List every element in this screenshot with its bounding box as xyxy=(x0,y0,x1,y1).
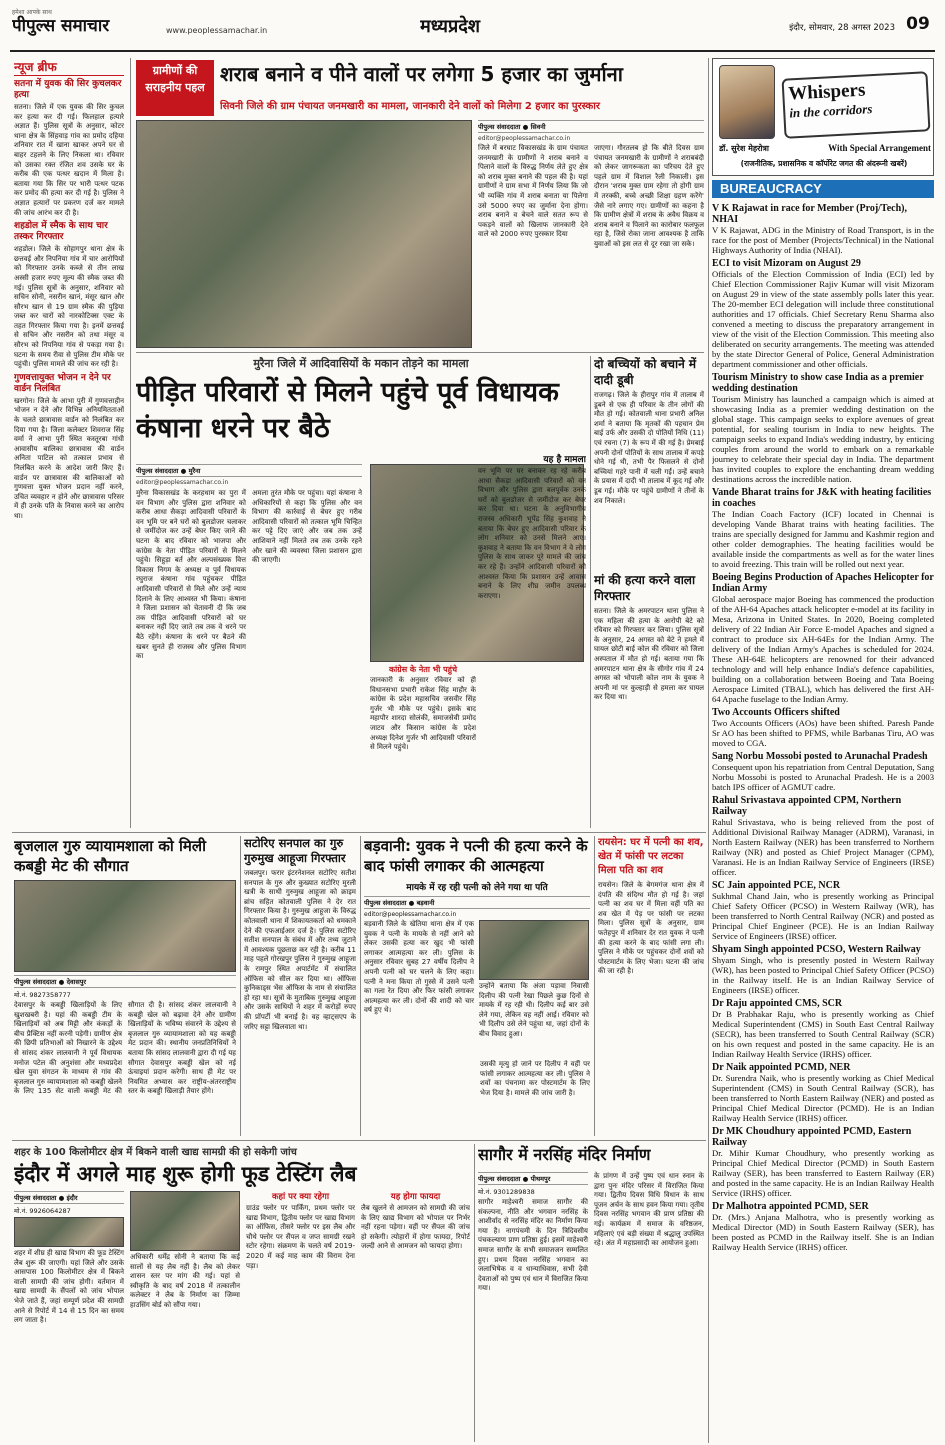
story9-byline: पीपुल्स संवाददाता ● इंदौर xyxy=(14,1191,124,1204)
story2-col1: मुरैना विकासखंड के करहधाम का पुरा में वन विभाग और पुलिस द्वारा शनिवार को करीब आधा सैकड़ा आदिवासी परिवारों के वन भूमि पर बने घरों को बुलडोजर चलाकर से जमींदोज कर उन्हें बेघर किए जाने की घटना के बाद रविवार को भाजपा और कांग्रेस के नेता पीड़ित परिवारों से मिलने पहुंचे। सिहुड़ा बर्त और अल्पसंख्यक वित्त विकास निगम के अध्यक्ष व पूर्व विधायक रघुराज कंषाना गांव पहुंचकर पीड़ित आदिवासी परिवारों से मिले और उन्हें न्याय दिलाने के लिए आश्वस्त भी किया। कंषाना ने जिला प्रशासन को चेतावनी दी कि जब तक पीड़ित आदिवासी परिवारों को घर बनाकर नहीं दिए जाते तब तक वे धरने पर बैठे रहेंगे। कंषाना के धरने पर बैठने की खबर सुनते ही राजस्व और पुलिस विभाग का xyxy=(136,489,246,661)
bureau-item-body: Tourism Ministry has launched a campaign which is aimed at showcasing India as a premier wedding destination on the global stage. This campaign seeks to explore avenues of great potential, for sealing tourism in India to new heights. The campaign seeks to expand India's wedding industry, by enticing couples from around the world to embark on a remarkable journey to celebrate their special day in India. The department has invited couples to explore the enchanting dream wedding destinations across the incredible nation. xyxy=(712,394,934,484)
brief-title: गुणवत्तायुक्त भोजन न देने पर वार्डन निलंबित xyxy=(14,372,111,394)
story9-col3: ग्राउंड फ्लोर पर पार्किंग, प्रथम फ्लोर पर खाद्य विभाग, द्वितीय फ्लोर पर खाद्य विभाग का ऑफिस, तीसरे फ्लोर पर इस लैब और चौथे फ्लोर पर सैंपल व जप्त सामग्री रखने स्टोर रहेगा। संक्रमण के चलते वर्ष 2019-2020 में कई माह काम की विराम देना पड़ा। xyxy=(246,1204,355,1270)
masthead xyxy=(0,0,945,52)
story7-headline: बड़वानी: युवक ने पत्नी की हत्या करने के बाद फांसी लगाकर की आत्महत्या xyxy=(364,837,588,875)
story-narsingh-temple xyxy=(478,1144,704,1442)
bureau-item-title: Dr Naik appointed PCMD, NER xyxy=(712,1062,851,1073)
story2-text xyxy=(136,464,362,824)
story1-col1: जिले में बरघाट विकासखंड के ग्राम पंचायत जनमखारी के ग्रामीणों ने शराब बनाने व पिलाने वालों के विरुद्ध निर्णय लेते हुए क्षेत्र को शराब मुक्त बनाने की पहल की है। यहां ग्रामीणों ने ग्राम सभा में निर्णय लिया कि जो भी व्यक्ति गांव में शराब बनाता या पिलेगा उसे 5000 रुपए का जुर्माना देना होगा। शराब बनाने व बेचने वाले सतत रूप से पकड़ने वालों को खिलाफ जानकारी देने वाले को 2000 रुपए पुरस्कार दिया xyxy=(478,144,588,239)
bureau-item xyxy=(712,258,934,369)
story9-photo xyxy=(14,1217,124,1247)
bureau-item-title: Dr Malhotra appointed PCMD, SER xyxy=(712,1201,869,1212)
brief-body: खरगोन। जिले के आभा पुरी में गुणवत्ताहीन भोजन न देने और विभिन्न अनियमितताओं के चलते छात्रावास वार्डन को निलंबित कर दिया गया है। जिला कलेक्टर शिवराज सिंह वर्मा ने आभा पुरी स्थित कस्तूरबा गांधी आवासीय बालिका छात्रावास की वार्डन अनिता पाटिल को तत्काल प्रभाव से निलंबित करने के आदेश जारी किए हैं। वार्डन पर छात्रावास की बालिकाओं को गुणवत्ता युक्त भोजन प्रदान नहीं करने, उचित व्यवहार न होने और छात्रावास परिसर में ही उनके पति के निवास करने का आरोप था। xyxy=(14,396,124,520)
brief-title: शहडोल में स्मैक के साथ चार तस्कर गिरफ्तार xyxy=(14,221,108,243)
whispers-logo xyxy=(782,71,931,139)
bureau-item-title: Rahul Srivastava appointed CPM, Northern Railway xyxy=(712,795,902,817)
story10-col1: सागौर माहेश्वरी समाज सागौर की संकल्पना, नीति और भगवान नरसिंह के आशीर्वाद से नरसिंह मंदिर का निर्माण किया गया है। नागपंचमी के दिन त्रिदिवसीय पंचकल्याण प्राण प्रतिष्ठा हुई। इसमें माहेश्वरी समाज सागौर के सभी समाजजन सम्मलित हुए। प्रथम दिवस नरसिंह भगवान का जलाभिषेक व व धान्याधिवास, सभी देवी देवताओं को पुष्प एवं धान में विराजित किया गया। xyxy=(478,1198,588,1293)
bureau-item-body: Consequent upon his repatriation from Central Deputation, Sang Norbu Mossobi is posted to Arunachal Pradesh. He is a 2003 batch IPS officer of AGMUT cadre. xyxy=(712,762,934,792)
masthead-logo xyxy=(12,8,162,38)
whispers-column xyxy=(712,58,934,1443)
author-photo xyxy=(719,65,775,139)
brief-item xyxy=(14,373,124,522)
whispers-logo-line2: in the corridors xyxy=(788,101,873,121)
story-grandmother-drowned xyxy=(594,356,704,568)
bureau-item-body: Officials of the Election Commission of India (ECI) led by Chief Election Commissioner Rajiv Kumar will visit Mizoram on August 29 in view of the state assembly polls later this year. The 20-member ECI delegation will include three constitutional authorities and 17 officials. Chief Secretary Renu Sharma also convened a meeting to discuss the preparatory arrangement in view of the visit of the Election Commission. This meeting also deliberated on security arrangements. The meeting was attended by the state Director General of Police, General Administration department commissioner and other officials. xyxy=(712,269,934,369)
bureau-item-body: Dr B Prabhakar Raju, who is presently working as Chief Medical Superintendent (CMS) in South East Central Railway (SECR), has been transferred to South Central Railway (SCR) on his own request and posted in the same capacity. He is an Indian Railway Health Service (IRHS) officer. xyxy=(712,1009,934,1059)
story7-email[interactable]: editor@peoplessamachar.co.in xyxy=(364,911,457,918)
story8-body: रायसेन। जिले के बेगमगंज थाना क्षेत्र में दंपति की संदिग्ध मौत हो गई है। जहां पत्नी का शव घर में मिला वहीं पति का शव खेत में पेड़ पर फांसी पर लटका मिला। पुलिस सूत्रों के अनुसार, ग्राम फतेहपुर में शनिवार देर रात युवक ने पत्नी की हत्या करने के बाद फांसी लगा ली। पुलिस ने मौके पर पहुंचकर दोनों शवों को पोस्टमार्टम के लिए भेजा। घटना की जांच की जा रही है। xyxy=(598,881,704,976)
story5-photo xyxy=(14,880,236,972)
story5-headline: बृजलाल गुरु व्यायामशाला को मिली कबड्डी मेट की सौगात xyxy=(14,837,206,875)
story1-byline: पीपुल्स संवाददाता ● सिवनी xyxy=(478,120,704,133)
story7-col1: बड़वानी जिले के खेतिया थाना क्षेत्र में एक युवक ने पत्नी के मायके से नहीं आने को लेकर उसकी हत्या कर खुद भी फांसी लगाकर आत्महत्या कर ली। पुलिस के अनुसार रविवार सुबह 27 वर्षीय दिलीप ने अपनी पत्नी को घर चलने के लिए कहा। पत्नी ने मना किया तो गुस्से में उसने पत्नी का गला रेत दिया और फिर फांसी लगाकर आत्महत्या कर ली। दोनों की शादी को चार वर्ष हुए थे। xyxy=(364,920,474,1015)
story2-kicker: मुरैना जिले में आदिवासियों के मकान तोड़ने का मामला xyxy=(253,357,469,370)
story2-sidebar xyxy=(478,452,586,828)
story1-subhead: सिवनी जिले की ग्राम पंचायत जनमखारी का मामला, जानकारी देने वालों को मिलेगा 2 हजार का पुरस्कार xyxy=(220,101,600,112)
story1-photo xyxy=(136,120,472,348)
brief-body: शहडोल। जिले के सोहागपुर थाना क्षेत्र के छत्तवई और निपनिया गांव में चार आरोपियों को गिरफ्तार उनके कब्जे से तीन लाख अस्सी हजार रुपए मूल्य की स्मैक जब्त की गई। पुलिस सूत्रों के अनुसार, शनिवार को सचिन सोनी, नसरीन खानं, मंसूर खान और सौरभ खान से 19 ग्राम स्मैक की पुड़िया जब्त कर चारों को नारकोटिक्स एक्ट के तहत गिरफ्तार किया गया है। इनमें छत्तवई से सचिन और नसरीन को तथा मंसूर व सौरभ को निपनिया गांव से पकड़ा गया है। घटना के समय रीवा से पुलिस टीम मौके पर पहुंची। पुलिस मामले की जांच कर रही है। xyxy=(14,245,124,369)
bureau-item-body: Dr. Surendra Naik, who is presently working as Chief Medical Superintendent (CMS) in South Central Railway (SCR), has been transferred to North Eastern Railway (NER) and posted as Principal Chief Medical Director (PCMD). He is an Indian Railway Health Service (IRHS) officer. xyxy=(712,1073,934,1123)
bureau-item xyxy=(712,372,934,484)
story5-byline: पीपुल्स संवाददाता ● देवासपुर xyxy=(14,975,236,988)
page-number: 09 xyxy=(906,14,930,34)
bureau-item-body: Global aerospace major Boeing has commenced the production of the AH-64 Apaches attack helicopter e-model at its facility in Mesa, Arizona in United States. In 2020, Boeing completed delivery of 22 Indian Air Force E-model Apaches and signed a contract to produce six AH-64Es for the Indian Army. The delivery of the Indian Army's Apaches is scheduled for 2024. These AH-64E helicopters are renowned for their advanced technology and will help enhance India's defence capabilities, building on a collaboration between Boeing and Tata Boeing Aerospace Limited (TBAL), which has delivered the first AH-64 Apache fuselage to the Indian Army. xyxy=(712,594,934,704)
bureau-item-title: SC Jain appointed PCE, NCR xyxy=(712,880,841,891)
story1-email[interactable]: editor@peoplessamachar.co.in xyxy=(478,135,571,142)
story1-kicker: ग्रामीणों की सराहनीय पहल xyxy=(136,60,214,116)
bureau-item xyxy=(712,795,934,877)
bureau-item-body: Shyam Singh, who is presently posted in Western Railway (WR), has been posted to Principal Chief Safety Officer (PCSO) in the Railway itself. He is an Indian Railway Service of Engineers (IRSE) officer. xyxy=(712,955,934,995)
news-brief-column xyxy=(14,58,124,828)
story8-headline: रायसेन: घर में पत्नी का शव, खेत में फांसी पर लटका मिला पति का शव xyxy=(598,837,704,876)
bureau-item-title: Dr Raju appointed CMS, SCR xyxy=(712,998,843,1009)
story9-col4: लैब खुलने से आमजन को सामग्री की जांच के लिए खाद्य विभाग को भोपाल पर निर्भर नहीं रहना पड़ेगा। वहीं पर सैंपल की जांच हो सकेगी। त्योहारों में होगा फायदा, रिपोर्ट जल्दी आने से आमजन को फायदा होगा। xyxy=(361,1204,470,1251)
story7-byline: पीपुल्स संवाददाता ● बड़वानी xyxy=(364,896,590,909)
story2-sidebar-body: वन भूमि पर घर बनाकर रह रहे करीब आधा सैकड़ा आदिवासी परिवारों को वन विभाग और पुलिस द्वारा बलपूर्वक उनके घरों को बुलडोजर से जमींदोज कर बेघर कर दिया था। घटना के अनुविभागीय राजस्व अधिकारी भूपेंद्र सिंह कुशवाह ने बताया कि बेघर हुए आदिवासी परिवार के लोग शनिवार को उनसे मिलने आए। कुशवाह ने बताया कि वन विभाग ने वे लोग पुलिस के साथ जाकर पूरे मामले की जांच कर रहे हैं। उन्होंने आदिवासी परिवारों को आश्वस्त किया कि प्रशासन उन्हें आवास बनाने के लिए शीघ्र जमीन उपलब्ध कराएगा। xyxy=(478,467,586,600)
bureau-item-body: Sukhmal Chand Jain, who is presently working as Principal Chief Safety Officer (PCSO) in Western Railway (WR), has been transferred to North Central Railway (NCR) and posted as Principal Chief Engineer (PCE). He is an Indian Railway Service of Engineers (IRSE) officer. xyxy=(712,891,934,941)
bureau-item xyxy=(712,203,934,255)
bureau-item xyxy=(712,1062,934,1123)
bureau-item xyxy=(712,487,934,569)
whispers-header xyxy=(712,58,934,176)
story9-photo-2 xyxy=(130,1191,240,1251)
story2-caption: कांग्रेस के नेता भी पहुंचे xyxy=(388,665,458,674)
brief-label: न्यूज ब्रीफ xyxy=(14,58,124,76)
bureau-item-title: V K Rajawat in race for Member (Proj/Tech), NHAI xyxy=(712,203,907,225)
story10-mobile: मो.नं. 9301289838 xyxy=(478,1188,535,1196)
bureau-item xyxy=(712,751,934,792)
whispers-arrangement: With Special Arrangement xyxy=(828,143,931,153)
bureau-item xyxy=(712,707,934,748)
story9-col1: शहर में शीघ्र ही खाद्य विभाग की फूड टेस्टिंग लैब शुरू की जाएगी। यहां जिले और उसके आसपास 100 किलोमीटर क्षेत्र में बिकने वाली सामग्री की जांच होगी। वर्तमान में खाद्य सामग्री के सैंपलों को जांच भोपाल भेजे जाते हैं, जहां सम्पूर्ण प्रदेश की सामग्री आने से रिपोर्ट में 14 से 15 दिन का समय लग जाता है। xyxy=(14,1249,124,1325)
bureau-item-title: Dr MK Choudhury appointed PCMD, Eastern Railway xyxy=(712,1126,912,1148)
whispers-tagline: (राजनीतिक, प्रशासनिक व कॉर्पोरेट जगत की अंदरूनी खबरें) xyxy=(740,159,908,168)
section-title: मध्यप्रदेश xyxy=(420,16,481,37)
bureau-item-body: V K Rajawat, ADG in the Ministry of Road Transport, is in the race for the post of Member (Projects/Technical) in the National Highways Authority of India (NHAI). xyxy=(712,225,934,255)
story7-photo xyxy=(479,920,589,980)
story4-body: सतना। जिले के अमरपाटन थाना पुलिस ने एक महिला की हत्या के आरोपी बेटे को रविवार को गिरफ्तार कर लिया। पुलिस सूत्रों के अनुसार, 24 अगस्त को बेटे ने हमले में घायल छोटी बाई कोल की रविवार को जिला अस्पताल में मौत हो गई। बताया गया कि अमरपाटन थाना क्षेत्र के सीगोर गांव में 24 अगस्त को भोपाली कोल नाम के युवक ने अपनी मां पर कुल्हाड़ी से हमला कर घायल कर दिया था। xyxy=(594,607,704,702)
story6-body: जबलपुर। फरार इंटरनेशनल सटोरिए सतीश सनपाल के गुरु और कुख्यात सटोरिए मुरली खत्री के साथी गुरुमुख आहूजा को क्राइम ब्रांच सहित कोतवाली पुलिस ने देर रात गिरफ्तार किया है। गुरुमुख आहूजा के विरुद्ध कोतवाली थाना में शिकायतकर्ता को धमकाने देने की एफआईआर दर्ज है। पुलिस सटोरिए सतीश सनपाल के संबंध में और तथ्य जुटाने में आवश्यक पूछताछ कर रही है। करीब 11 माह पहले गोरखपुर पुलिस ने गुरुमुख आहूजा के रामपुर स्थित अपार्टमेंट में संचालित ऑफिस को सील कर दिया था। ऑफिस कुनिकाड्स भेंस ऑफिस के नाम से संचालित हो रहा था। सूत्रों के मुताबिक गुरुमुख आहूजा और उसके साथियों ने शहर में करोड़ों रुपए की प्रॉपर्टी भी बनाई है। वह व्हाट्सएप के जरिए सट्टा खिलवाता था। xyxy=(244,869,356,1031)
bureau-item-title: Sang Norbu Mossobi posted to Arunachal Pradesh xyxy=(712,751,928,762)
story9-kicker: शहर के 100 किलोमीटर क्षेत्र में बिकने वाली खाद्य सामग्री की हो सकेगी जांच xyxy=(14,1147,297,1158)
story2-col2: अमला तुरंत मौके पर पहुंचा। यहां कंषाना ने अधिकारियों से कहा कि पुलिस और वन विभाग की कार्रवाई से बेघर हुए गरीब आदिवासी परिवारों को तत्काल भूमि चिन्हित कर पट्टे दिए जाएं और जब तक उन्हें आशियाने नहीं मिलते तब तक उनके रहने और खाने की व्यवस्था जिला प्रशासन द्वारा की जाएगी। xyxy=(252,489,362,565)
whispers-logo-line1: Whispers xyxy=(787,79,866,105)
story10-col2: के प्रांगण में उन्हें पुष्प एवं धान स्नान के द्वारा पुनः मंदिर परिसर में विराजित किया गया। द्वितीय दिवस विधि विधान के साथ पूजन अर्चन के साथ हवन किया गया। तृतीय दिवस नरसिंह भगवान की प्राण प्रतिष्ठा की गई। कार्यक्रम में समाज के वरिष्ठजन, महिलाएं एवं बड़ी संख्या में श्रद्धालु उपस्थित रहे। अंत में महाप्रसादी का आयोजन हुआ। xyxy=(594,1172,704,1248)
bureau-item xyxy=(712,1201,934,1252)
story9-col2: अधिकारी धर्मेंद्र सोनी ने बताया कि कई सालों से यह लैब नहीं है। लैब को लेकर शासन स्तर पर मांग की गई। यहां से स्वीकृति के बाद वर्ष 2018 में तत्कालीन कलेक्टर ने लैब के निर्माण का जिम्मा हाउसिंग बोर्ड को सौंपा गया। xyxy=(130,1253,240,1309)
bureau-item-title: Shyam Singh appointed PCSO, Western Railway xyxy=(712,944,921,955)
bureau-item-body: Dr. (Mrs.) Anjana Malhotra, who is presently working as Medical Director (MD) in South Eastern Railway (SER), has been posted as PCMD in the Railway itself. She is an Indian Railway Health Service (IRHS) officer. xyxy=(712,1212,934,1252)
story-kabaddi-mat xyxy=(14,836,236,1136)
story9-headline: इंदौर में अगले माह शुरू होगी फूड टेस्टिंग लैब xyxy=(14,1162,357,1186)
story-raisen-couple xyxy=(598,836,704,1136)
brief-item xyxy=(14,221,124,370)
bureau-item-title: Two Accounts Officers shifted xyxy=(712,707,840,718)
story5-mobile: मो.नं. 9827358777 xyxy=(14,991,71,999)
story5-body: देवासपुर के कबड्डी खिलाड़ियों के लिए खुशखबरी है। यहां की कबड्डी टीम के खिलाड़ियों को अब मिट्टी और कंकड़ों के बीच प्रैक्टिस नहीं करनी पड़ेगी। ग्रामीण क्षेत्र की छिपी प्रतिभाओं को निखारने के उद्देश्य से सांसद शंकर लालवानी ने पूर्व विधायक मनोज पटेल की अनुशंसा और मध्यप्रदेश खेल युवा संगठन के माध्यम से गांव की बृजलाल गुरु व्यायामशाला को कबड्डी खेलने के लिए 135 सेट वाली कबड्डी मेट की सौगात दी है। सांसद शंकर लालवानी ने कबड्डी खेल को बढ़ावा देने और ग्रामीण खिलाड़ियों के भविष्य संवारने के उद्देश्य से बृजलाल गुरु व्यायामशाला को यह कबड्डी मेट प्रदान की। स्थानीय जनप्रतिनिधियों ने बताया कि सांसद लालवानी द्वारा दी गई यह सौगात देवासपुर कबड्डी खेल को नई ऊंचाइयां प्रदान करेगी। साथ ही मेट पर नियमित अभ्यास कर राष्ट्रीय-अंतरराष्ट्रीय स्तर के कबड्डी खिलाड़ी तैयार होंगे। xyxy=(14,1001,236,1096)
story-mother-murder xyxy=(594,572,704,828)
story7-subhead: मायके में रह रही पत्नी को लेने गया था पति xyxy=(406,883,548,893)
bureau-item xyxy=(712,998,934,1059)
bureau-item-body: Two Accounts Officers (AOs) have been shifted. Paresh Pande Sr AO has been shifted to PFMS, while Barbanas Tiru, AO was moved to CGA. xyxy=(712,718,934,748)
story4-headline: मां की हत्या करने वाला गिरफ्तार xyxy=(594,573,696,603)
brief-item xyxy=(14,79,124,218)
story10-headline: सागौर में नरसिंह मंदिर निर्माण xyxy=(478,1145,651,1164)
whispers-author: डॉ. सुरेश मेहरोत्रा xyxy=(719,144,769,153)
bureau-item xyxy=(712,880,934,941)
bureau-item xyxy=(712,572,934,704)
story7-col2: उन्होंने बताया कि अंजा पड़ावा निवासी दिलीप की पत्नी रेखा पिछले कुछ दिनों से मायके में रह रही थी। दिलीप कई बार उसे लेने गया, लेकिन वह नहीं आई। रविवार को भी दिलीप उसे लेने पहुंचा था, जहां दोनों के बीच विवाद हुआ। xyxy=(479,982,589,1038)
story3-body: राजगढ़। जिले के हीरापुर गांव में तालाब में डूबने से एक ही परिवार के तीन लोगों की मौत हो गई। कोतवाली थाना प्रभारी अनिल शर्मा ने बताया कि मृतकों की पहचान प्रेम बाई उर्फ और उसकी दो पोतियों निधि (11) एवं रचना (7) के रूप में की गई है। प्रेमबाई अपनी दोनों पोतियों के साथ तालाब में कपड़े धोने गई थी, तभी पैर फिसलने से दोनों बच्चियां गहरे पानी में चली गईं। उन्हें बचाने के प्रयास में दादी भी तालाब में कूद गई और डूब गई। मौके पर पहुंचे ग्रामीणों ने तीनों के शव निकाले। xyxy=(594,391,704,505)
bureau-item-title: Tourism Ministry to show case India as a premier wedding destination xyxy=(712,372,924,394)
story-food-testing-lab xyxy=(14,1144,470,1442)
bureau-item-body: The Indian Coach Factory (ICF) located in Chennai is developing Vande Bharat trains with heating facilities. The trains are specially designed for Jammu and Kashmir region and other colder demographies. The heating facilities would be available inside the compartments as well as for the water lines to avoid freezing. This train will be rolled out next year. xyxy=(712,509,934,569)
story3-headline: दो बच्चियों को बचाने में दादी डूबी xyxy=(594,357,697,387)
brief-body: सतना। जिले में एक युवक की सिर कुचल कर हत्या कर दी गई। फिलहाल हत्यारे अज्ञात हैं। पुलिस सूत्रों के अनुसार, कोटर थाना क्षेत्र के सिंहवाड़ गांव का प्रमोद दहिया शनिवार रात में खाना खाकर अपने घर से बाहर टहलने के लिए निकला था। रविवार को उसका रक्त रंजित शव उसके घर के करीब की एक पत्थर खदान में मिला है। बताया गया कि सिर पर भारी पत्थर पटक कर प्रमोद की हत्या कर दी गई है। पुलिस ने अज्ञात हत्यारों पर प्रकरण दर्ज कर मामले की जांच आरंभ कर दी है। xyxy=(14,103,124,217)
story10-byline: पीपुल्स संवाददाता ● पीथमपुर xyxy=(478,1172,588,1185)
story7-col3: उसकी मृत्यु हो जाने पर दिलीप ने वहीं पर फांसी लगाकर आत्महत्या कर ली। पुलिस ने शवों का पंचनामा कर पोस्टमार्टम के लिए भेज दिया है। मामले की जांच जारी है। xyxy=(480,1060,590,1097)
dateline: इंदौर, सोमवार, 28 अगस्त 2023 xyxy=(789,23,895,33)
story9-sub1: कहां पर क्या रहेगा xyxy=(271,1192,330,1202)
story2-sidebar-title: यह है मामला xyxy=(543,455,586,465)
bureau-item xyxy=(712,1126,934,1198)
bureau-item xyxy=(712,944,934,995)
bureau-item-body: Rahul Srivastava, who is being relieved from the post of Additional Divisional Railway Manager (ADRM), Varanasi, in North Eastern Railway (NER) has been transferred to Northern Railway (NR) and posted as Chief Project Manager (CPM), Varanasi. He is an Indian Railway Service of Engineers (IRSE) officer. xyxy=(712,817,934,877)
story1-headline: शराब बनाने व पीने वालों पर लगेगा 5 हजार का जुर्माना xyxy=(220,62,623,86)
story2-sidebar-body2: जानकारी के अनुसार रविवार को ही विधानसभा प्रभारी राकेश सिंह माहौर के कांग्रेस के प्रदेश महासचिव जसवीर सिंह गुर्जर भी मौके पर पहुंचे। इसके बाद महापौर शारदा सोलंकी, समाजसेवी प्रमोद जाटव और किसान कांग्रेस के प्रदेश अध्यक्ष दिनेश गुर्जर भी आदिवासी परिवारों से मिलने पहुंचे। xyxy=(370,676,476,752)
story9-sub2: यह होगा फायदा xyxy=(390,1192,441,1202)
story1-col2: जाएगा। गौरतलब हो कि बीते दिवस ग्राम पंचायत जनमखारी के ग्रामीणों ने शराबबंदी को लेकर जागरूकता का परिचय देते हुए पहले ग्राम में विशाल रैली निकाली। इस दौरान 'शराब मुक्त ग्राम रहेगा तो होगी ग्राम में तरक्की, बच्चे अच्छी शिक्षा ग्रहण करेंगे' जैसे नारे लगाए गए। ग्रामीणों का कहना है कि ग्रामीण क्षेत्रों में शराब के अवैध विक्रय व शराब बनाने व पिलाने का कारोबार फलफूल रहा है, जिसे रोका जाना आवश्यक है ताकि युवाओं को इस लत से दूर रखा जा सके। xyxy=(594,144,704,248)
masthead-url[interactable]: www.peoplessamachar.in xyxy=(166,26,268,35)
story-satta-arrest xyxy=(244,836,356,1136)
brief-title: सतना में युवक की सिर कुचलकर हत्या xyxy=(14,79,122,100)
story9-mobile: मो.नं. 9926064287 xyxy=(14,1207,71,1215)
story6-headline: सटोरिए सनपाल का गुरु गुरुमुख आहूजा गिरफ्तार xyxy=(244,836,346,865)
logo-text: पीपुल्स समाचार xyxy=(12,16,110,36)
bureaucracy-banner: BUREAUCRACY xyxy=(712,180,934,198)
story2-email[interactable]: editor@peoplessamachar.co.in xyxy=(136,479,229,486)
story1-text xyxy=(478,120,704,348)
story-liquor-fine xyxy=(136,58,704,348)
bureau-item-body: Dr. Mihir Kumar Choudhury, who presently working as Principal Chief Medical Director (PCMD) in South Eastern Railway (SER), has been transferred to Eastern Railway (ER) and posted in the same capacity. He is an Indian Railway Health Service (IRHS) officer. xyxy=(712,1148,934,1198)
bureau-item-title: ECI to visit Mizoram on August 29 xyxy=(712,258,861,269)
bureau-item-title: Boeing Begins Production of Apaches Helicopter for Indian Army xyxy=(712,572,934,594)
bureau-item-title: Vande Bharat trains for J&K with heating facilities in coaches xyxy=(712,487,932,509)
story2-byline: पीपुल्स संवाददाता ● मुरैना xyxy=(136,464,362,477)
story2-headline: पीड़ित परिवारों से मिलने पहुंचे पूर्व विधायक कंषाना धरने पर बैठे xyxy=(136,377,559,444)
logo-tagline: हमेशा आपके साथ xyxy=(12,9,52,16)
bureaucracy-items xyxy=(712,200,934,1443)
